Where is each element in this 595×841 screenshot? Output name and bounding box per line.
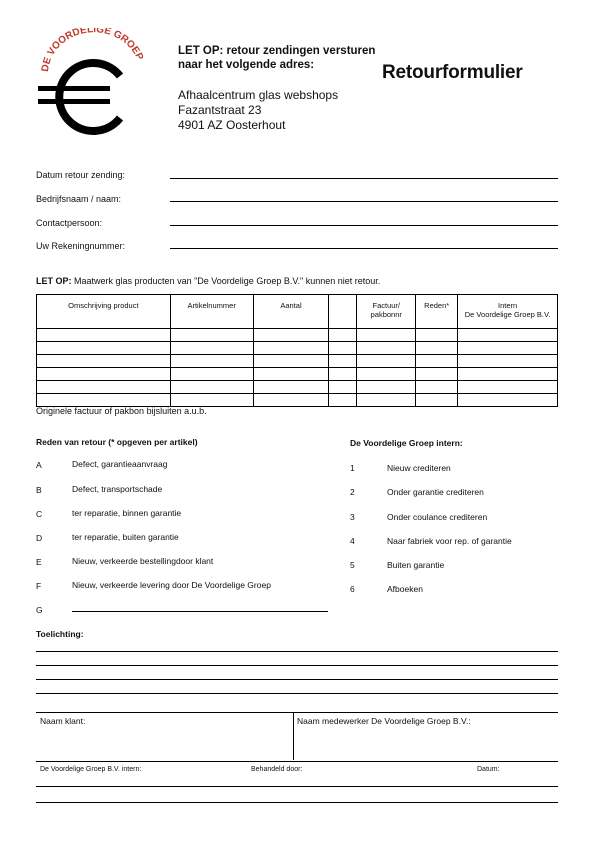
explanation-title: Toelichting: [36, 629, 84, 639]
reason-g-line[interactable] [72, 611, 328, 612]
footer-date-label: Datum: [477, 766, 500, 773]
table-cell[interactable] [458, 342, 558, 355]
reasons-title: Reden van retour (* opgeven per artikel) [36, 437, 198, 447]
table-cell[interactable] [253, 381, 329, 394]
internal-text: Onder coulance crediteren [387, 512, 488, 522]
return-address [178, 88, 338, 133]
field-label-contact: Contactpersoon: [36, 218, 103, 228]
table-cell[interactable] [329, 355, 357, 368]
col-header-quantity: Aantal [253, 295, 329, 329]
table-cell[interactable] [357, 355, 416, 368]
reason-text: Defect, garantieaanvraag [72, 459, 168, 469]
address-line-3: 4901 AZ Oosterhout [178, 118, 286, 132]
reason-text: Nieuw, verkeerde bestellingdoor klant [72, 556, 214, 566]
signature-divider [293, 712, 294, 760]
table-cell[interactable] [37, 368, 171, 381]
table-cell[interactable] [357, 342, 416, 355]
table-cell[interactable] [416, 368, 458, 381]
field-line-contact[interactable] [170, 225, 558, 226]
footer-internal-label: De Voordelige Groep B.V. intern: [40, 766, 142, 773]
footer-handled-label: Behandeld door: [251, 766, 303, 773]
table-row [37, 355, 558, 368]
field-label-company: Bedrijfsnaam / naam: [36, 194, 122, 204]
explanation-line[interactable] [36, 679, 558, 680]
table-cell[interactable] [253, 368, 329, 381]
table-cell[interactable] [458, 381, 558, 394]
table-row [37, 381, 558, 394]
internal-title: De Voordelige Groep intern: [350, 438, 463, 448]
reason-code: D [36, 533, 43, 543]
field-line-date[interactable] [170, 178, 558, 179]
internal-text: Buiten garantie [387, 560, 445, 570]
internal-code: 2 [350, 487, 355, 497]
table-cell[interactable] [329, 342, 357, 355]
table-cell[interactable] [458, 329, 558, 342]
table-cell[interactable] [416, 394, 458, 407]
internal-code: 6 [350, 584, 355, 594]
internal-code: 3 [350, 512, 355, 522]
table-cell[interactable] [357, 394, 416, 407]
table-cell[interactable] [329, 329, 357, 342]
reason-text: ter reparatie, buiten garantie [72, 532, 179, 542]
warning-text: Maatwerk glas producten van "De Voordelige Groep B.V." kunnen niet retour. [74, 276, 381, 286]
logo-euro-icon [30, 28, 150, 138]
col-header-internal: Intern De Voordelige Groep B.V. [458, 295, 558, 329]
table-cell[interactable] [329, 381, 357, 394]
table-cell[interactable] [253, 329, 329, 342]
reason-text: ter reparatie, binnen garantie [72, 508, 182, 518]
field-label-date: Datum retour zending: [36, 170, 126, 180]
table-cell[interactable] [37, 381, 171, 394]
field-label-account: Uw Rekeningnummer: [36, 241, 126, 251]
reason-code: G [36, 605, 43, 615]
notice-line-1: LET OP: retour zendingen versturen [178, 45, 376, 57]
internal-text: Onder garantie crediteren [387, 487, 484, 497]
table-cell[interactable] [170, 381, 253, 394]
internal-text: Afboeken [387, 584, 423, 594]
table-cell[interactable] [253, 355, 329, 368]
table-cell[interactable] [458, 368, 558, 381]
table-cell[interactable] [170, 355, 253, 368]
table-cell[interactable] [170, 394, 253, 407]
page-title: Retourformulier [382, 62, 523, 83]
internal-text: Nieuw crediteren [387, 463, 451, 473]
explanation-line[interactable] [36, 665, 558, 666]
reason-text: Defect, transportschade [72, 484, 163, 494]
employee-name-label: Naam medewerker De Voordelige Groep B.V.: [297, 716, 471, 726]
reason-code: B [36, 485, 42, 495]
table-cell[interactable] [416, 329, 458, 342]
reason-code: F [36, 581, 42, 591]
customer-name-label: Naam klant: [40, 716, 86, 726]
col-header-reason: Reden* [416, 295, 458, 329]
original-invoice-note: Originele factuur of pakbon bijsluiten a.u.b. [36, 406, 207, 416]
table-cell[interactable] [170, 329, 253, 342]
table-header-row [37, 295, 558, 329]
reason-code: E [36, 557, 42, 567]
svg-text:DE VOORDELIGE GROEP: DE VOORDELIGE GROEP [39, 28, 146, 73]
warning-prefix: LET OP: [36, 276, 72, 286]
reason-code: A [36, 460, 42, 470]
table-cell[interactable] [416, 381, 458, 394]
reason-code: C [36, 509, 43, 519]
table-cell[interactable] [170, 368, 253, 381]
table-cell[interactable] [37, 394, 171, 407]
col-header-description: Omschrijving product [37, 295, 171, 329]
reason-text: Nieuw, verkeerde levering door De Voordelige Groep [72, 580, 271, 590]
table-cell[interactable] [170, 342, 253, 355]
table-cell[interactable] [458, 355, 558, 368]
table-cell[interactable] [253, 394, 329, 407]
footer-line[interactable] [36, 802, 558, 803]
explanation-line[interactable] [36, 651, 558, 652]
table-cell[interactable] [357, 381, 416, 394]
internal-code: 1 [350, 463, 355, 473]
table-cell[interactable] [357, 329, 416, 342]
notice-line-2: naar het volgende adres: [178, 59, 315, 71]
table-cell[interactable] [329, 394, 357, 407]
table-row [37, 329, 558, 342]
field-line-account[interactable] [170, 248, 558, 249]
internal-code: 4 [350, 536, 355, 546]
col-header-invoice: Factuur/ pakbonnr [357, 295, 416, 329]
internal-text: Naar fabriek voor rep. of garantie [387, 536, 512, 546]
explanation-line[interactable] [36, 693, 558, 694]
table-cell[interactable] [253, 342, 329, 355]
table-cell[interactable] [458, 394, 558, 407]
table-row [37, 368, 558, 381]
internal-code: 5 [350, 560, 355, 570]
table-row [37, 394, 558, 407]
table-cell[interactable] [37, 342, 171, 355]
footer-line[interactable] [36, 786, 558, 787]
table-row [37, 342, 558, 355]
table-cell[interactable] [37, 355, 171, 368]
table-cell[interactable] [357, 368, 416, 381]
col-header-blank [329, 295, 357, 329]
table-cell[interactable] [416, 355, 458, 368]
table-cell[interactable] [329, 368, 357, 381]
table-cell[interactable] [37, 329, 171, 342]
return-notice [178, 44, 375, 72]
col-header-article: Artikelnummer [170, 295, 253, 329]
company-logo [30, 28, 150, 138]
return-items-table [36, 294, 558, 407]
address-line-1: Afhaalcentrum glas webshops [178, 88, 339, 102]
address-line-2: Fazantstraat 23 [178, 103, 262, 117]
table-cell[interactable] [416, 342, 458, 355]
custom-glass-warning [36, 276, 380, 286]
field-line-company[interactable] [170, 201, 558, 202]
